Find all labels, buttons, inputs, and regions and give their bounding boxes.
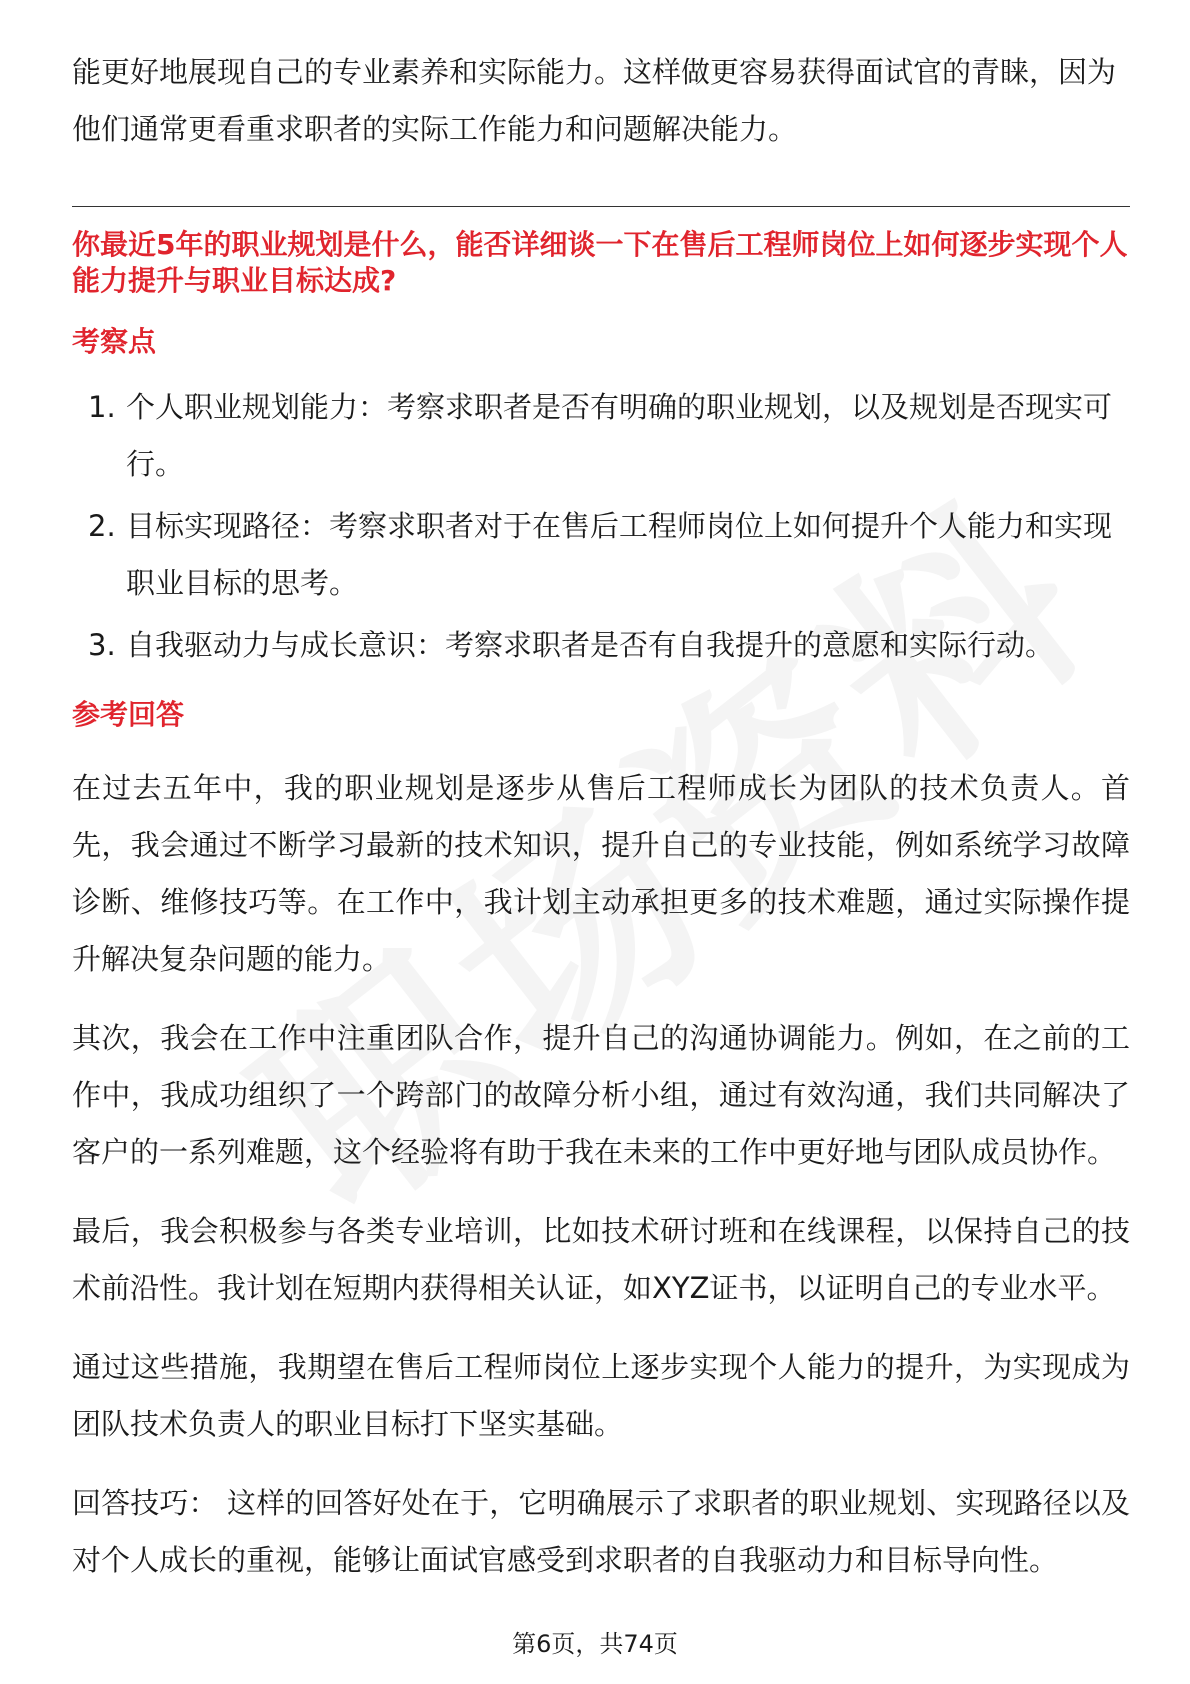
assessment-item-number: 1.	[88, 390, 116, 424]
assessment-list	[72, 379, 1130, 674]
interview-question: 你最近5年的职业规划是什么，能否详细谈一下在售后工程师岗位上如何逐步实现个人能力提升与职业目标达成?	[72, 228, 1128, 297]
assessment-item	[72, 379, 1130, 493]
answer-paragraph-3: 最后，我会积极参与各类专业培训，比如技术研讨班和在线课程，以保持自己的技术前沿性。我计划在短期内获得相关认证，如XYZ证书，以证明自己的专业水平。	[72, 1214, 1130, 1305]
assessment-item-text: 目标实现路径：考察求职者对于在售后工程师岗位上如何提升个人能力和实现职业目标的思考。	[126, 509, 1113, 600]
assessment-item	[72, 498, 1130, 612]
intro-line-1: 能更好地展现自己的专业素养和实际能力。这样做更容易获得面试官的青睐，因为	[72, 55, 1117, 89]
answer-paragraph-1: 在过去五年中，我的职业规划是逐步从售后工程师成长为团队的技术负责人。首先，我会通过不断学习最新的技术知识，提升自己的专业技能，例如系统学习故障诊断、维修技巧等。在工作中，我计划主动承担更多的技术难题，通过实际操作提升解决复杂问题的能力。	[72, 771, 1130, 976]
assessment-item-text: 个人职业规划能力：考察求职者是否有明确的职业规划，以及规划是否现实可行。	[126, 390, 1113, 481]
assessment-item-text: 自我驱动力与成长意识：考察求职者是否有自我提升的意愿和实际行动。	[126, 628, 1055, 662]
answer-tip: 回答技巧： 这样的回答好处在于，它明确展示了求职者的职业规划、实现路径以及对个人成长的重视，能够让面试官感受到求职者的自我驱动力和目标导向性。	[72, 1486, 1130, 1577]
section-divider	[72, 206, 1130, 207]
assessment-item	[72, 617, 1130, 674]
answer-heading: 参考回答	[72, 698, 185, 731]
page-content	[72, 44, 1130, 1589]
assessment-item-number: 3.	[88, 628, 116, 662]
assessment-heading: 考察点	[72, 325, 157, 358]
answer-paragraph-2: 其次，我会在工作中注重团队合作，提升自己的沟通协调能力。例如，在之前的工作中，我成功组织了一个跨部门的故障分析小组，通过有效沟通，我们共同解决了客户的一系列难题，这个经验将有助于我在未来的工作中更好地与团队成员协作。	[72, 1021, 1130, 1169]
page-number: 第6页，共74页	[512, 1630, 678, 1658]
assessment-item-number: 2.	[88, 509, 116, 543]
answer-paragraph-4: 通过这些措施，我期望在售后工程师岗位上逐步实现个人能力的提升，为实现成为团队技术负责人的职业目标打下坚实基础。	[72, 1350, 1130, 1441]
intro-line-2: 他们通常更看重求职者的实际工作能力和问题解决能力。	[72, 112, 798, 146]
